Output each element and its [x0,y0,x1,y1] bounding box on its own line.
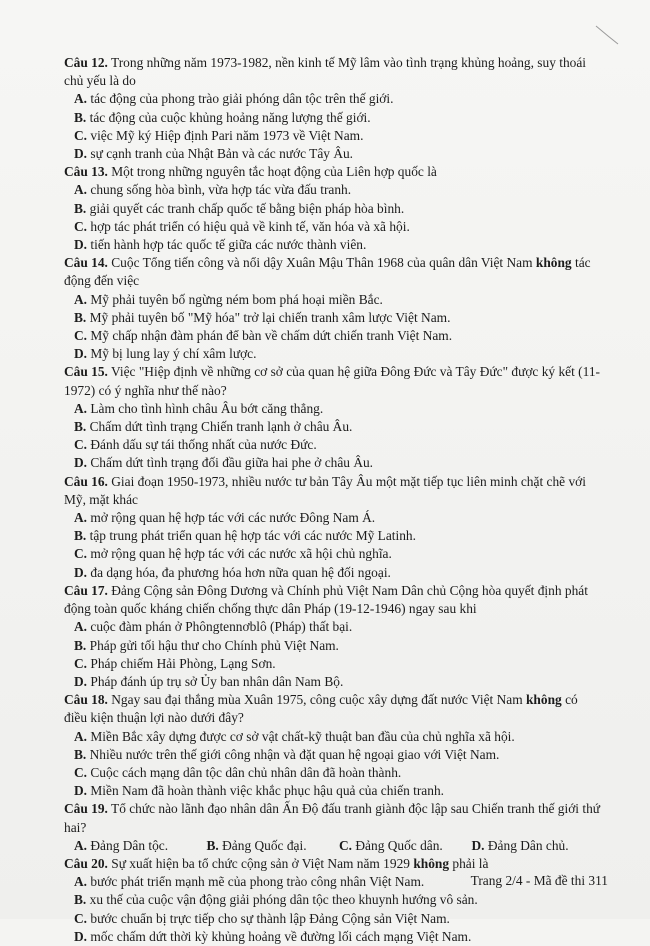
question-block [64,254,604,363]
option-label: A. [74,837,88,853]
option-text: Đánh dấu sự tái thống nhất của nước Đức. [87,437,317,453]
answer-option [74,564,604,582]
option-text: mở rộng quan hệ hợp tác với các nước Đông Nam Á. [87,510,376,526]
answer-option [74,673,604,691]
question-number: Câu 13. [64,164,108,180]
option-text: giải quyết các tranh chấp quốc tế bằng biện pháp hòa bình. [86,200,405,216]
option-label: D. [74,237,88,253]
option-label: A. [74,91,88,107]
answer-option [74,309,604,327]
question-block [64,855,604,946]
option-text: chung sống hòa bình, vừa hợp tác vừa đấu tranh. [87,182,352,198]
question-number: Câu 16. [64,473,108,489]
option-label: B. [74,419,87,435]
option-text: tác động của cuộc khủng hoảng năng lượng thế giới. [86,109,371,125]
question-stem [64,800,604,836]
option-label: A. [74,182,88,198]
option-text: tác động của phong trào giải phóng dân tộc trên thế giới. [87,91,394,107]
option-text: mở rộng quan hệ hợp tác với các nước xã hội chủ nghĩa. [87,546,392,562]
answer-option [74,127,604,145]
option-label: C. [74,546,88,562]
question-stem [64,363,604,399]
scan-corner-mark [594,22,620,48]
answer-option [74,327,604,345]
option-text: Cuộc cách mạng dân tộc dân chủ nhân dân đã hoàn thành. [87,764,402,780]
answer-option [74,218,604,236]
answer-option [74,200,604,218]
option-label: B. [74,528,87,544]
option-label: C. [74,655,88,671]
option-text: Pháp đánh úp trụ sở Ủy ban nhân dân Nam Bộ. [87,673,344,689]
answer-option [74,181,604,199]
answer-option [74,236,604,254]
option-label: A. [74,291,88,307]
answer-option [74,527,604,545]
question-number: Câu 20. [64,855,108,871]
question-text: Tổ chức nào lãnh đạo nhân dân Ấn Độ đấu tranh giành độc lập sau Chiến tranh thế giới thứ hai? [64,801,601,835]
question-text: Đảng Cộng sản Đông Dương và Chính phủ Việt Nam Dân chủ Cộng hòa quyết định phát động toàn quốc kháng chiến chống thực dân Pháp (19-12-1946) ngay sau khi [64,582,588,617]
question-number: Câu 19. [64,801,108,817]
question-stem [64,691,604,727]
answer-option [74,782,604,800]
answer-option [74,655,604,673]
question-block [64,800,604,855]
option-label: C. [74,437,88,453]
option-label: C. [74,328,88,344]
answer-option [74,545,604,563]
option-text: đa dạng hóa, đa phương hóa hơn nữa quan hệ đối ngoại. [87,564,391,580]
question-text: phải là [449,855,489,871]
negation-keyword: không [535,255,572,271]
option-label: C. [339,837,353,853]
answer-option [74,400,604,418]
option-label: D. [74,564,88,580]
question-text: có điều kiện thuận lợi nào dưới đây? [64,692,578,726]
answer-option [74,509,604,527]
option-label: B. [206,837,219,853]
option-text: bước chuẩn bị trực tiếp cho sự thành lập Đảng Cộng sản Việt Nam. [87,910,450,926]
option-text: Miền Bắc xây dựng được cơ sở vật chất-kỹ thuật ban đầu của chủ nghĩa xã hội. [87,728,515,744]
option-label: B. [74,309,87,325]
question-stem [64,163,604,181]
option-label: A. [74,874,88,890]
option-label: C. [74,127,88,143]
option-label: D. [471,837,485,853]
page-footer: Trang 2/4 - Mã đề thi 311 [470,873,608,888]
question-block [64,163,604,254]
option-label: C. [74,764,88,780]
negation-keyword: không [413,855,450,871]
option-text: Pháp chiếm Hải Phòng, Lạng Sơn. [87,655,276,671]
answer-option [74,291,604,309]
question-text: Cuộc Tổng tiến công và nổi dậy Xuân Mậu Thân 1968 của quân dân Việt Nam [107,255,536,271]
answer-option [74,145,604,163]
option-text: Mỹ bị lung lay ý chí xâm lược. [87,346,257,362]
answer-option [339,837,472,855]
question-block [64,691,604,800]
question-block [64,582,604,691]
question-number: Câu 18. [64,692,108,708]
question-block [64,363,604,472]
option-text: Chấm dứt tình trạng Chiến tranh lạnh ở châu Âu. [86,419,353,435]
option-label: D. [74,673,88,689]
answer-option [472,837,605,855]
option-text: Đảng Dân tộc. [87,837,169,853]
option-label: D. [74,455,88,471]
option-label: D. [74,146,88,162]
answer-option [74,618,604,636]
option-text: tập trung phát triển quan hệ hợp tác với các nước Mỹ Latinh. [86,528,416,544]
option-label: B. [74,637,87,653]
option-text: xu thế của cuộc vận động giải phóng dân tộc theo khuynh hướng vô sản. [86,892,478,908]
option-label: B. [74,892,87,908]
answer-option [74,90,604,108]
option-label: D. [74,346,88,362]
question-text: Sự xuất hiện ba tổ chức cộng sản ở Việt Nam năm 1929 [107,855,414,871]
question-stem [64,54,604,90]
option-text: hợp tác phát triển có hiệu quả về kinh tế, văn hóa và xã hội. [87,218,410,234]
question-text: tác động đến việc [64,255,591,289]
answer-option [74,928,604,946]
question-stem [64,582,604,618]
option-text: Đảng Dân chủ. [484,837,569,853]
question-number: Câu 14. [64,255,108,271]
option-text: Chấm dứt tình trạng đối đầu giữa hai phe ở châu Âu. [87,455,374,471]
question-list [64,54,604,946]
answer-option [74,418,604,436]
option-label: A. [74,510,88,526]
option-text: Mỹ phải tuyên bố ngừng ném bom phá hoại miền Bắc. [87,291,383,307]
answer-option [74,436,604,454]
question-text: Việc "Hiệp định về những cơ sở của quan hệ giữa Đông Đức và Tây Đức" được ký kết (11-1972) có ý nghĩa như thế nào? [64,364,600,398]
question-text: Giai đoạn 1950-1973, nhiều nước tư bản Tây Âu một mặt tiếp tục liên minh chặt chẽ với Mỹ, mặt khác [64,473,586,507]
question-text: Trong những năm 1973-1982, nền kinh tế Mỹ lâm vào tình trạng khủng hoảng, suy thoái chủ yếu là do [64,55,587,89]
answer-option [74,454,604,472]
answer-options-row [74,837,604,855]
option-text: việc Mỹ ký Hiệp định Pari năm 1973 về Việt Nam. [87,127,364,143]
option-label: A. [74,400,88,416]
option-label: B. [74,200,87,216]
question-number: Câu 12. [64,55,108,70]
question-stem [64,855,604,873]
question-text: Một trong những nguyên tắc hoạt động của Liên hợp quốc là [107,164,437,180]
option-text: Làm cho tình hình châu Âu bớt căng thẳng. [87,400,324,416]
answer-option [74,728,604,746]
option-text: Mỹ phải tuyên bố "Mỹ hóa" trở lại chiến tranh xâm lược Việt Nam. [86,309,451,325]
answer-option [207,837,340,855]
option-text: bước phát triển mạnh mẽ của phong trào công nhân Việt Nam. [87,874,425,890]
option-label: C. [74,218,88,234]
option-text: cuộc đàm phán ở Phôngtennơblô (Pháp) thất bại. [87,619,353,635]
answer-option [74,764,604,782]
option-text: Đảng Quốc đại. [218,837,307,853]
option-label: A. [74,619,88,635]
question-block [64,54,604,163]
option-text: sự cạnh tranh của Nhật Bản và các nước Tây Âu. [87,146,354,162]
option-label: D. [74,928,88,944]
option-text: Mỹ chấp nhận đàm phán để bàn về chấm dứt chiến tranh Việt Nam. [87,328,453,344]
question-text: Ngay sau đại thắng mùa Xuân 1975, công cuộc xây dựng đất nước Việt Nam [107,692,526,708]
answer-option [74,891,604,909]
option-text: Miền Nam đã hoàn thành việc khắc phục hậu quả của chiến tranh. [87,783,444,799]
question-block [64,473,604,582]
option-label: B. [74,746,87,762]
negation-keyword: không [525,692,562,708]
question-stem [64,473,604,509]
option-text: Đảng Quốc dân. [352,837,443,853]
answer-option [74,345,604,363]
option-label: C. [74,910,88,926]
answer-option [74,637,604,655]
option-text: mốc chấm dứt thời kỳ khủng hoảng về đường lối cách mạng Việt Nam. [87,928,472,944]
option-text: Nhiều nước trên thế giới công nhận và đặt quan hệ ngoại giao với Việt Nam. [86,746,500,762]
question-number: Câu 15. [64,364,108,380]
question-number: Câu 17. [64,582,108,598]
question-stem [64,254,604,290]
answer-option [74,109,604,127]
option-text: Pháp gửi tối hậu thư cho Chính phủ Việt Nam. [86,637,339,653]
answer-option [74,746,604,764]
option-label: D. [74,783,88,799]
option-text: tiến hành hợp tác quốc tế giữa các nước thành viên. [87,237,367,253]
option-label: B. [74,109,87,125]
answer-option [74,837,207,855]
option-label: A. [74,728,88,744]
